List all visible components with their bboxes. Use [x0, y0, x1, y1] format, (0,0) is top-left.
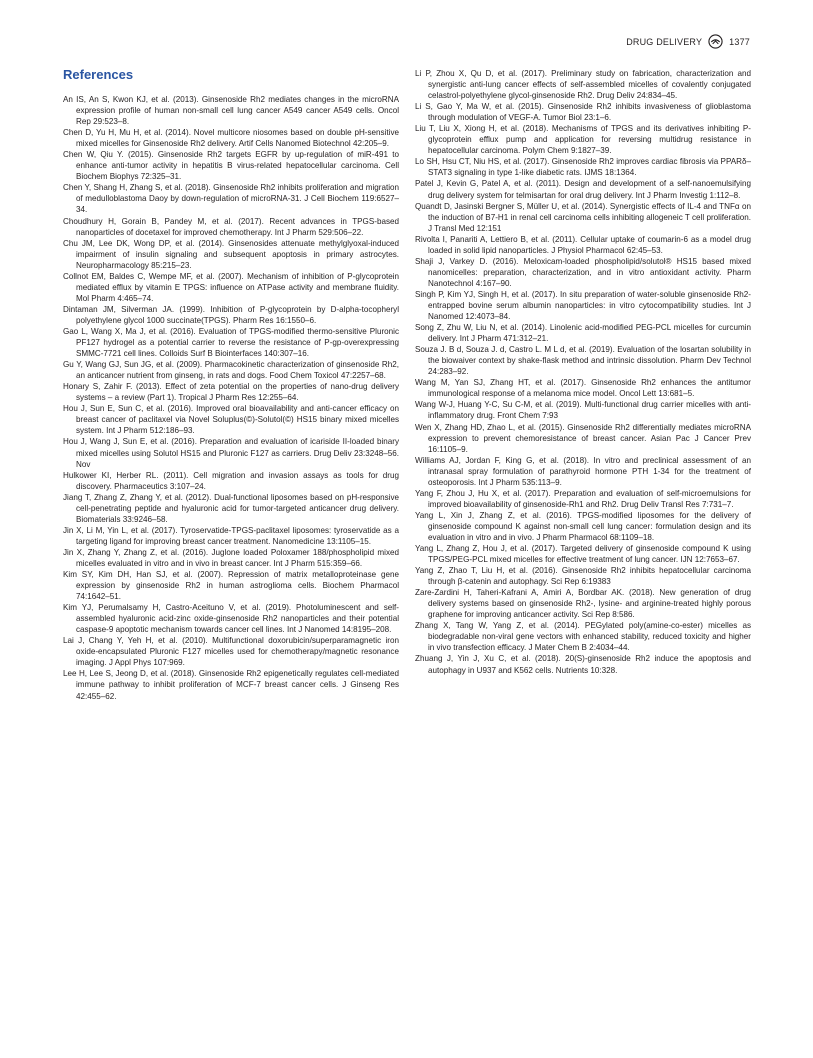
reference-entry: Wen X, Zhang HD, Zhao L, et al. (2015). Ginsenoside Rh2 differentially mediates microRNA expression to prevent chemoresistance of breast cancer. Asian Pac J Cancer Prev 16:1105–9. — [415, 422, 751, 454]
reference-entry: Hou J, Sun E, Sun C, et al. (2016). Improved oral bioavailability and anti-cancer efficacy on breast cancer of paclitaxel via Novel Soluplus(©)-Solutol(©) HS15 binary mixed micelles system. Int J Pharm 512:186–93. — [63, 404, 399, 436]
page-number: 1377 — [729, 36, 750, 47]
reference-entry: Jin X, Li M, Yin L, et al. (2017). Tyroservatide-TPGS-paclitaxel liposomes: tyroservatide as a targeting ligand for improving breast cancer treatment. Nanomedicine 13:1105–15. — [63, 525, 399, 546]
reference-entry: Wang W-J, Huang Y-C, Su C-M, et al. (2019). Multi-functional drug carrier micelles with anti-inflammatory drug. Front Chem 7:93 — [415, 400, 751, 421]
reference-entry: Zare-Zardini H, Taheri-Kafrani A, Amiri A, Bordbar AK. (2018). New generation of drug delivery systems based on ginsenoside Rh2-, lysine- and arginine-treated highly porous graphene for improving anticancer activity. Sci Rep 8:586. — [415, 588, 751, 620]
reference-entry: Chu JM, Lee DK, Wong DP, et al. (2014). Ginsenosides attenuate methylglyoxal-induced impairment of insulin signaling and subsequent apoptosis in primary astrocytes. Neuropharmacology 85:215–23. — [63, 238, 399, 270]
reference-entry: Williams AJ, Jordan F, King G, et al. (2018). In vitro and preclinical assessment of an intranasal spray formulation of parathyroid hormone PTH 1-34 for the treatment of osteoporosis. Int J Pharm 535:113–9. — [415, 455, 751, 487]
reference-entry: Zhuang J, Yin J, Xu C, et al. (2018). 20(S)-ginsenoside Rh2 induce the apoptosis and autophagy in U937 and K562 cells. Nutrients 10:328. — [415, 654, 751, 675]
reference-entry: Quandt D, Jasinski Bergner S, Müller U, et al. (2014). Synergistic effects of IL-4 and TNFα on the induction of B7-H1 in renal cell carcinoma cells inhibiting allogeneic T cell proliferation. J Transl Med 12:151 — [415, 201, 751, 233]
reference-entry: Song Z, Zhu W, Liu N, et al. (2014). Linolenic acid-modified PEG-PCL micelles for curcumin delivery. Int J Pharm 471:312–21. — [415, 323, 751, 344]
journal-name: DRUG DELIVERY — [626, 36, 703, 47]
reference-entry: Gu Y, Wang GJ, Sun JG, et al. (2009). Pharmacokinetic characterization of ginsenoside Rh2, an anticancer nutrient from ginseng, in rats and dogs. Food Chem Toxicol 47:2257–68. — [63, 360, 399, 381]
reference-entry: Liu T, Liu X, Xiong H, et al. (2018). Mechanisms of TPGS and its derivatives inhibiting P-glycoprotein efflux pump and application for reversing multidrug resistance in hepatocellular carcinoma. Polym Chem 9:1827–39. — [415, 124, 751, 156]
reference-entry: Li P, Zhou X, Qu D, et al. (2017). Preliminary study on fabrication, characterization and synergistic anti-lung cancer effects of self-assembled micelles of covalently conjugated celastrol-polyethylene glycol-ginsenoside Rh2. Drug Deliv 24:834–45. — [415, 69, 751, 101]
reference-entry: Souza J. B d, Souza J. d, Castro L. M L d, et al. (2019). Evaluation of the losartan solubility in the biowaiver context by shake-flask method and intrinsic dissolution. Pharm Dev Technol 24:283–92. — [415, 345, 751, 377]
running-head — [626, 34, 750, 49]
reference-entry: Singh P, Kim YJ, Singh H, et al. (2017). In situ preparation of water-soluble ginsenoside Rh2-entrapped bovine serum albumin nanoparticles: in vitro cytocompatibility studies. Int J Nanomed 12:4073–84. — [415, 289, 751, 322]
reference-entry: Jiang T, Zhang Z, Zhang Y, et al. (2012). Dual-functional liposomes based on pH-responsive cell-penetrating peptide and hyaluronic acid for tumor-targeted anticancer drug delivery. Biomaterials 33:9246–58. — [63, 492, 399, 524]
reference-entry: Yang L, Xin J, Zhang Z, et al. (2016). TPGS-modified liposomes for the delivery of ginsenoside compound K against non-small cell lung cancer: formulation design and its evaluation in vitro and in vivo. J Pharm Pharmacol 68:1109–18. — [415, 510, 751, 542]
reference-entry: Kim YJ, Perumalsamy H, Castro-Aceituno V, et al. (2019). Photoluminescent and self-assembled hyaluronic acid-zinc oxide-ginsenoside Rh2 nanoparticles and their potential caspase-9 apoptotic mechanism towards cancer cell lines. Int J Nanomed 14:8195–208. — [63, 603, 399, 635]
reference-entry: Shaji J, Varkey D. (2016). Meloxicam-loaded phospholipid/solutol® HS15 based mixed nanomicelles: preparation, characterization, and in vitro antioxidant activity. Pharm Nanotechnol 4:167–90. — [415, 256, 751, 288]
reference-entry: Choudhury H, Gorain B, Pandey M, et al. (2017). Recent advances in TPGS-based nanoparticles of docetaxel for improved chemotherapy. Int J Pharm 529:506–22. — [63, 216, 399, 237]
references-right-column — [415, 68, 751, 676]
reference-entry: Yang L, Zhang Z, Hou J, et al. (2017). Targeted delivery of ginsenoside compound K using TPGS/PEG-PCL mixed micelles for effective treatment of lung cancer. IJN 12:7653–67. — [415, 544, 751, 565]
reference-entry: An IS, An S, Kwon KJ, et al. (2013). Ginsenoside Rh2 mediates changes in the microRNA expression profile of human non-small cell lung cancer A549 cancer A549 cells. Oncol Rep 29:523–8. — [63, 95, 399, 127]
reference-entry: Gao L, Wang X, Ma J, et al. (2016). Evaluation of TPGS-modified thermo-sensitive Pluronic PF127 hydrogel as a potential carrier to reverse the resistance of P-gp-overexpressing SMMC-7721 cell lines. Colloids Surf B Biointerfaces 140:307–16. — [63, 326, 399, 359]
reference-entry: Dintaman JM, Silverman JA. (1999). Inhibition of P-glycoprotein by D-alpha-tocopheryl polyethylene glycol 1000 succinate(TPGS). Pharm Res 16:1550–6. — [63, 304, 399, 325]
reference-entry: Honary S, Zahir F. (2013). Effect of zeta potential on the properties of nano-drug delivery systems – a review (Part 1). Tropical J Pharm Res 12:255–64. — [63, 382, 399, 403]
reference-entry: Hou J, Wang J, Sun E, et al. (2016). Preparation and evaluation of icariside II-loaded binary mixed micelles using Solutol HS15 and Pluronic F127 as carriers. Drug Deliv 23:3248–56. Nov — [63, 437, 399, 469]
reference-entry: Patel J, Kevin G, Patel A, et al. (2011). Design and development of a self-nanoemulsifying drug delivery system for telmisartan for oral drug delivery. Int J Pharm Investig 1:112–8. — [415, 179, 751, 200]
reference-entry: Chen Y, Shang H, Zhang S, et al. (2018). Ginsenoside Rh2 inhibits proliferation and migration of medulloblastoma Daoy by down-regulation of microRNA-31. J Cell Biochem 119:6527–34. — [63, 183, 399, 215]
journal-logo-icon — [708, 34, 723, 49]
reference-entry: Lee H, Lee S, Jeong D, et al. (2018). Ginsenoside Rh2 epigenetically regulates cell-mediated immune pathway to inhibit proliferation of MCF-7 breast cancer cells. J Ginseng Res 42:455–62. — [63, 669, 399, 701]
reference-entry: Kim SY, Kim DH, Han SJ, et al. (2007). Repression of matrix metalloproteinase gene expression by ginsenoside Rh2 in human astroglioma cells. Biochem Pharmacol 74:1642–51. — [63, 570, 399, 602]
references-left-column — [63, 94, 399, 702]
reference-entry: Chen D, Yu H, Mu H, et al. (2014). Novel multicore niosomes based on double pH-sensitive mixed micelles for Ginsenoside Rh2 delivery. Artif Cells Nanomed Biotechnol 42:205–9. — [63, 128, 399, 149]
reference-entry: Lai J, Chang Y, Yeh H, et al. (2010). Multifunctional doxorubicin/superparamagnetic iron oxide-encapsulated Pluronic F127 micelles used for chemotherapy/magnetic resonance imaging. J Appl Phys 107:969. — [63, 636, 399, 668]
reference-entry: Hulkower KI, Herber RL. (2011). Cell migration and invasion assays as tools for drug discovery. Pharmaceutics 3:107–24. — [63, 470, 399, 491]
reference-entry: Jin X, Zhang Y, Zhang Z, et al. (2016). Juglone loaded Poloxamer 188/phospholipid mixed micelles evaluated in vitro and in vivo in breast cancer. Int J Pharm 515:359–66. — [63, 547, 399, 568]
reference-entry: Collnot EM, Baldes C, Wempe MF, et al. (2007). Mechanism of inhibition of P-glycoprotein mediated efflux by vitamin E TPGS: influence on ATPase activity and membrane fluidity. Mol Pharm 4:465–74. — [63, 271, 399, 303]
reference-entry: Yang F, Zhou J, Hu X, et al. (2017). Preparation and evaluation of self-microemulsions for improved bioavailability of ginsenoside-Rh1 and Rh2. Drug Deliv Transl Res 7:731–7. — [415, 488, 751, 509]
reference-entry: Wang M, Yan SJ, Zhang HT, et al. (2017). Ginsenoside Rh2 enhances the antitumor immunological response of a melanoma mice model. Oncol Lett 13:681–5. — [415, 378, 751, 399]
reference-entry: Chen W, Qiu Y. (2015). Ginsenoside Rh2 targets EGFR by up-regulation of miR-491 to enhance anti-tumor activity in hepatitis B virus-related hepatocellular carcinoma. Cell Biochem Biophys 72:325–31. — [63, 150, 399, 182]
reference-entry: Yang Z, Zhao T, Liu H, et al. (2016). Ginsenoside Rh2 inhibits hepatocellular carcinoma through β-catenin and autophagy. Sci Rep 6:19383 — [415, 566, 751, 587]
references-heading: References — [63, 67, 134, 82]
reference-entry: Rivolta I, Panariti A, Lettiero B, et al. (2011). Cellular uptake of coumarin-6 as a model drug loaded in solid lipid nanoparticles. J Physiol Pharmacol 62:45–53. — [415, 234, 751, 255]
reference-entry: Zhang X, Tang W, Yang Z, et al. (2014). PEGylated poly(amine-co-ester) micelles as biodegradable non-viral gene vectors with enhanced stability, reduced toxicity and higher in vivo transfection efficacy. J Mater Chem B 2:4034–44. — [415, 621, 751, 653]
reference-entry: Li S, Gao Y, Ma W, et al. (2015). Ginsenoside Rh2 inhibits invasiveness of glioblastoma through modulation of VEGF-A. Tumor Biol 23:1–6. — [415, 102, 751, 123]
reference-entry: Lo SH, Hsu CT, Niu HS, et al. (2017). Ginsenoside Rh2 improves cardiac fibrosis via PPARδ–STAT3 signaling in type 1-like diabetic rats. IJMS 18:1364. — [415, 157, 751, 178]
